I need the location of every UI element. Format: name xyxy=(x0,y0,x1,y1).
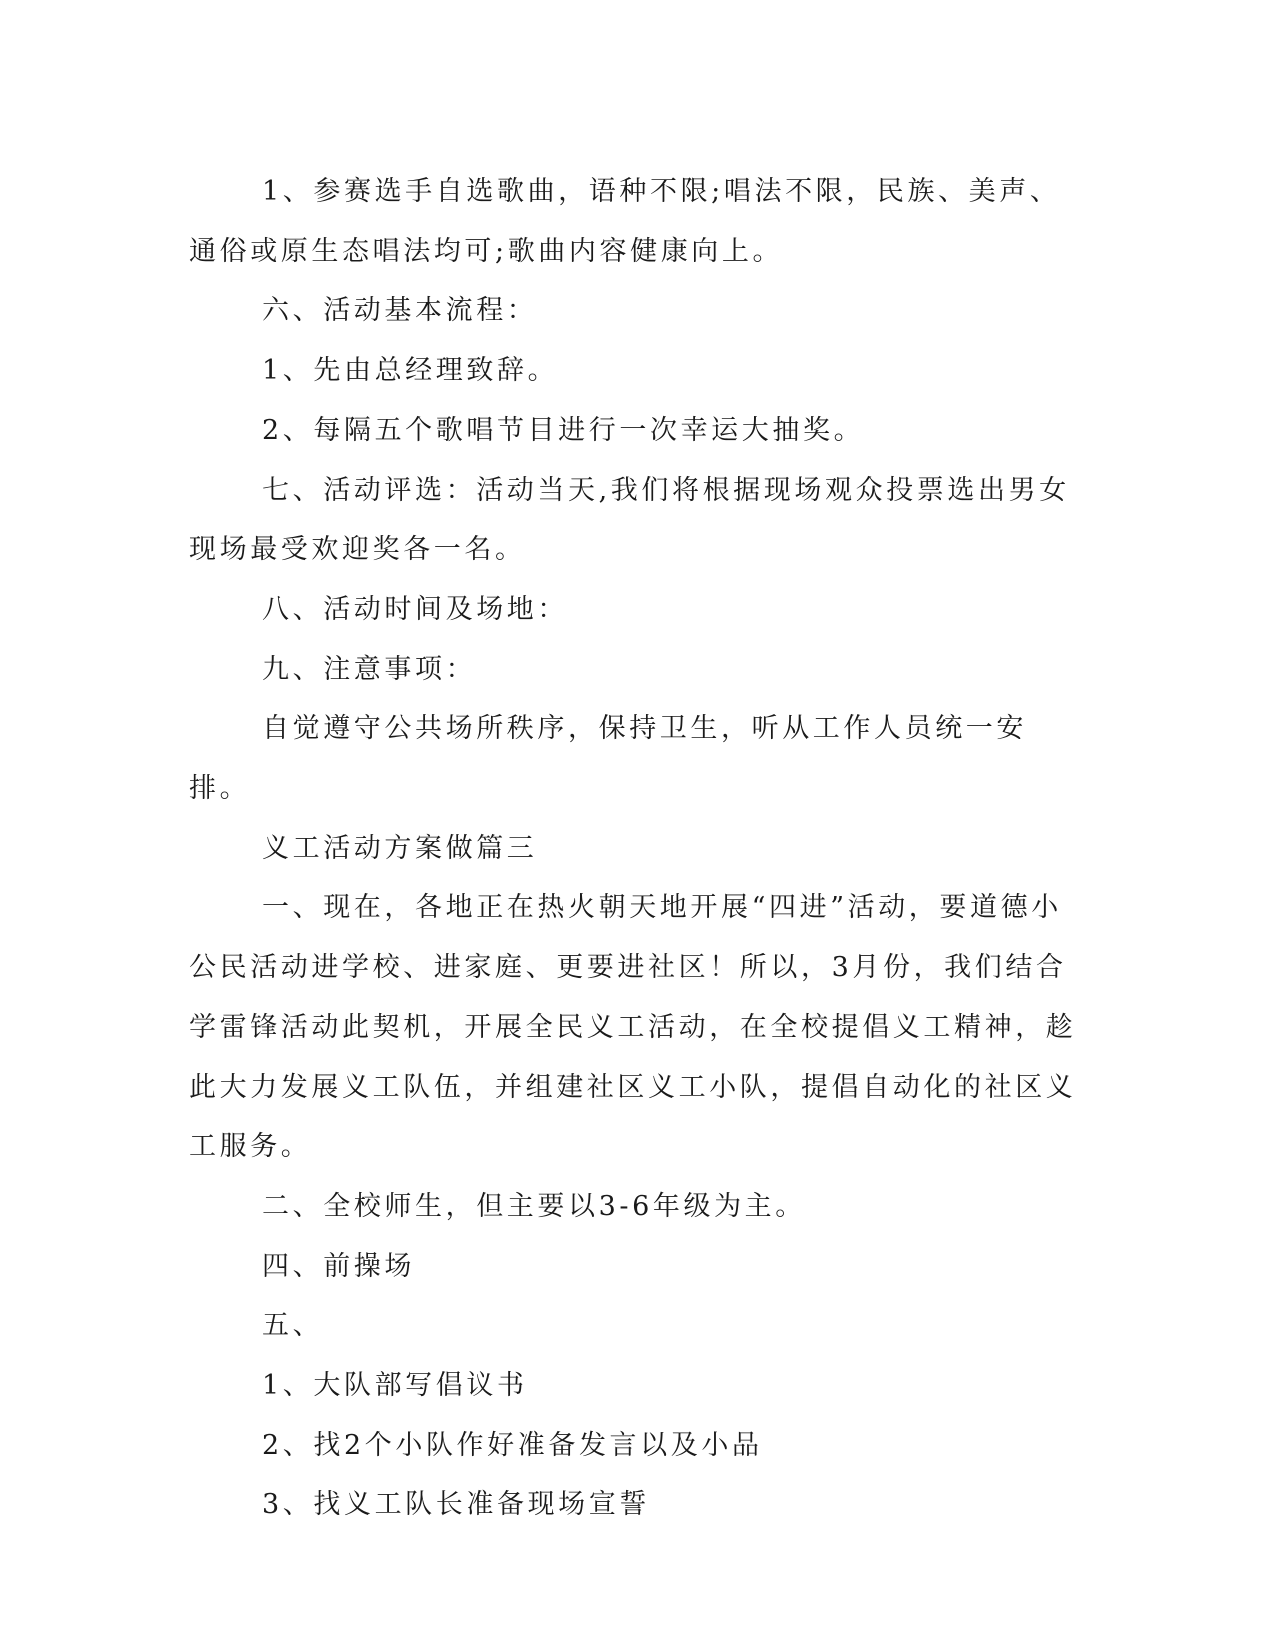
paragraph-chapter-title: 义工活动方案做篇三 xyxy=(262,832,538,864)
paragraph-notice: 自觉遵守公共场所秩序，保持卫生，听从工作人员统一安排。 xyxy=(189,713,1027,805)
paragraph-step-one: 1、先由总经理致辞。 xyxy=(262,355,559,387)
paragraph-step-two: 2、每隔五个歌唱节目进行一次幸运大抽奖。 xyxy=(262,414,865,446)
paragraph-section-seven: 七、活动评选：活动当天,我们将根据现场观众投票选出男女现场最受欢迎奖各一名。 xyxy=(189,474,1070,566)
paragraph-task-one: 1、大队部写倡议书 xyxy=(262,1370,528,1402)
paragraph-section-one: 一、现在，各地正在热火朝天地开展“四进”活动，要道德小公民活动进学校、进家庭、更要进社区！所以，3月份，我们结合学雷锋活动此契机，开展全民义工活动，在全校提倡义工精神，趁此大力发展义工队伍，并组建社区义工小队，提倡自动化的社区义工服务。 xyxy=(189,892,1077,1163)
paragraph-section-four: 四、前操场 xyxy=(262,1250,415,1282)
paragraph-section-six: 六、活动基本流程： xyxy=(262,295,538,327)
paragraph-section-five: 五、 xyxy=(262,1310,324,1342)
paragraph-section-nine: 九、注意事项： xyxy=(262,653,477,685)
paragraph-song-rules: 1、参赛选手自选歌曲，语种不限;唱法不限，民族、美声、通俗或原生态唱法均可;歌曲内容健康向上。 xyxy=(189,176,1061,267)
paragraph-task-three: 3、找义工队长准备现场宣誓 xyxy=(262,1489,650,1521)
document-body xyxy=(189,162,1081,1535)
paragraph-task-two: 2、找2个小队作好准备发言以及小品 xyxy=(262,1429,763,1461)
paragraph-section-two: 二、全校师生，但主要以3-6年级为主。 xyxy=(262,1190,806,1222)
paragraph-section-eight: 八、活动时间及场地： xyxy=(262,593,568,625)
